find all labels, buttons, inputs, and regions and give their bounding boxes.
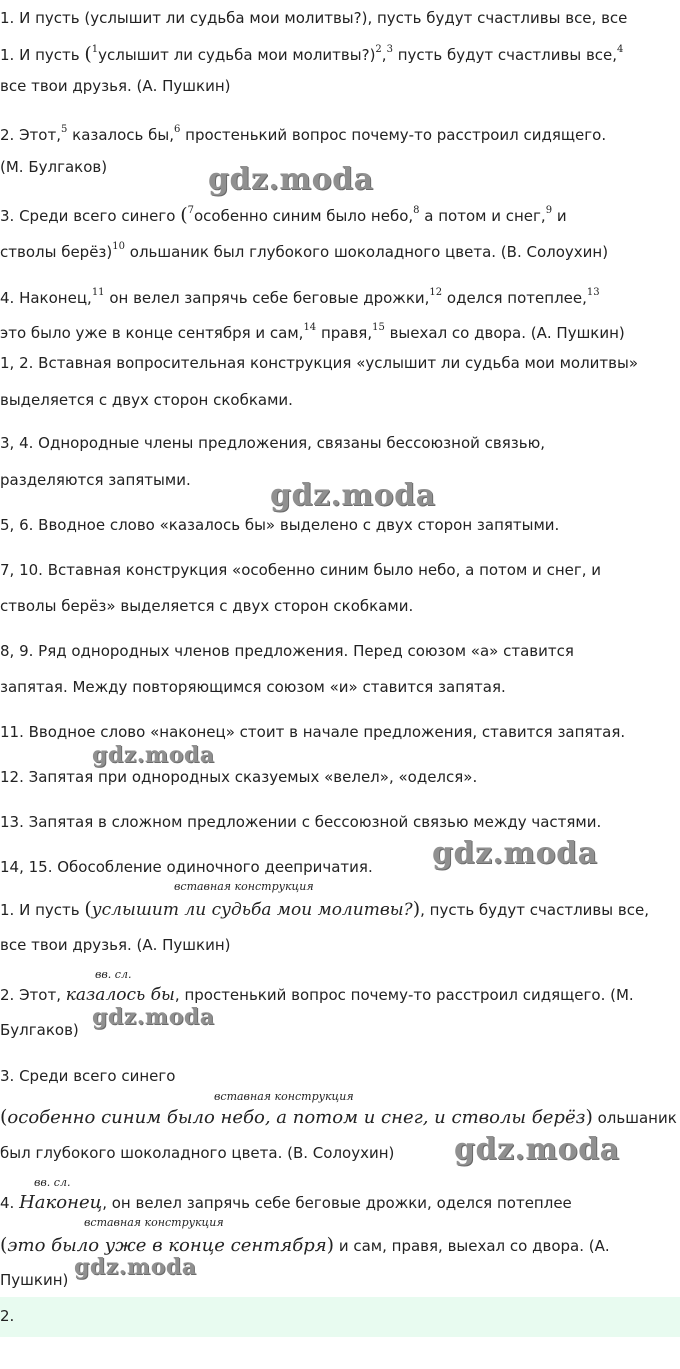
analysis-sentence-3-cont [0, 1107, 677, 1128]
next-task-bar[interactable] [0, 1297, 680, 1337]
inserted-construction: услышит ли судьба мои молитвы? [91, 900, 413, 920]
text: 4. [0, 1194, 20, 1212]
explanation-line: 7, 10. Вставная конструкция «особенно синим было небо, а потом и снег, и [0, 561, 602, 579]
explanation-line: 13. Запятая в сложном предложении с бессоюзной связью между частями. [0, 813, 602, 831]
marker-1: 1 [91, 44, 99, 55]
marker-6: 6 [174, 124, 181, 135]
text: он велел запрячь себе беговые дрожки, [104, 289, 430, 307]
watermark-logo: gdz.moda [270, 478, 436, 513]
marked-sentence-2 [0, 120, 606, 145]
annotation-label: вв. сл. [95, 968, 132, 981]
explanation-line: разделяются запятыми. [0, 471, 191, 489]
text: 1. И пусть [0, 46, 85, 64]
marker-7: 7 [187, 205, 194, 216]
paren: ) [585, 1106, 593, 1128]
annotation-label: вставная конструкция [174, 880, 314, 893]
introductory-word: казалось бы [65, 985, 175, 1005]
explanation-line: 12. Запятая при однородных сказуемых «велел», «оделся». [0, 768, 478, 786]
analysis-sentence-4 [0, 1193, 572, 1213]
inserted-construction: особенно синим было небо, а потом и снег, и стволы берёз [7, 1107, 586, 1128]
text: и [552, 207, 567, 225]
analysis-sentence-1 [0, 899, 649, 920]
text: ольшаник был глубокого шоколадного цвета. (В. Солоухин) [125, 243, 609, 261]
text: стволы берёз) [0, 243, 113, 261]
annotation-label: вставная конструкция [214, 1090, 354, 1103]
marker-2: 2 [375, 44, 382, 55]
explanation-line: выделяется с двух сторон скобками. [0, 391, 293, 409]
text: оделся потеплее, [442, 289, 587, 307]
text: правя, [316, 324, 373, 342]
watermark-logo: gdz.moda [208, 162, 374, 197]
text: простенький вопрос почему-то расстроил сидящего. [180, 126, 607, 144]
text: 1. И пусть [0, 901, 85, 919]
next-task-label: 2. [0, 1307, 15, 1325]
paren: ( [84, 898, 92, 920]
marker-3: 3 [386, 44, 393, 55]
explanation-line: 11. Вводное слово «наконец» стоит в начале предложения, ставится запятая. [0, 723, 626, 741]
marker-8: 8 [413, 205, 420, 216]
analysis-sentence-2-cont: Булгаков) [0, 1021, 79, 1039]
analysis-sentence-4-end: Пушкин) [0, 1271, 69, 1289]
text: 2. Этот, [0, 986, 66, 1004]
marker-14: 14 [303, 322, 317, 333]
marker-4: 4 [617, 44, 624, 55]
text: пусть будут счастливы все, [392, 46, 618, 64]
text: особенно синим было небо, [194, 207, 414, 225]
marker-13: 13 [586, 287, 600, 298]
text: а потом и снег, [419, 207, 546, 225]
watermark-logo: gdz.moda [432, 836, 598, 871]
text: услышит ли судьба мои молитвы?) [98, 46, 376, 64]
analysis-sentence-4-cont [0, 1235, 610, 1256]
paren: ) [412, 898, 421, 920]
marked-sentence-2-cont: (М. Булгаков) [0, 158, 108, 176]
paren: ( [84, 43, 92, 65]
explanation-line: 8, 9. Ряд однородных членов предложения. Перед союзом «а» ставится [0, 642, 574, 660]
analysis-sentence-1-cont: все твои друзья. (А. Пушкин) [0, 936, 231, 954]
text: 3. Среди всего синего [0, 207, 181, 225]
text: 4. Наконец, [0, 289, 92, 307]
paren: ( [0, 1234, 8, 1256]
text: , пусть будут счастливы все, [420, 901, 649, 919]
marker-15: 15 [372, 322, 385, 333]
marker-12: 12 [429, 287, 443, 298]
marked-sentence-3-cont [0, 237, 608, 262]
annotation-label: вв. сл. [34, 1176, 71, 1189]
marker-11: 11 [91, 287, 105, 298]
annotation-label: вставная конструкция [84, 1216, 224, 1229]
explanation-line: 5, 6. Вводное слово «казалось бы» выделено с двух сторон запятыми. [0, 516, 560, 534]
marked-sentence-1-cont: все твои друзья. (А. Пушкин) [0, 77, 231, 95]
task-text: 1. И пусть (услышит ли судьба мои молитвы?), пусть будут счастливы все, все [0, 9, 628, 27]
text: выехал со двора. (А. Пушкин) [384, 324, 625, 342]
inserted-construction: это было уже в конце сентября [7, 1235, 327, 1256]
explanation-line: 1, 2. Вставная вопросительная конструкция «услышит ли судьба мои молитвы» [0, 354, 638, 372]
text: , [381, 46, 387, 64]
explanation-line: запятая. Между повторяющимся союзом «и» ставится запятая. [0, 678, 506, 696]
analysis-sentence-3-end: был глубокого шоколадного цвета. (В. Солоухин) [0, 1144, 395, 1162]
paren: ( [0, 1106, 8, 1128]
marked-sentence-4-cont [0, 318, 625, 343]
text: ольшаник [592, 1109, 677, 1127]
text: это было уже в конце сентября и сам, [0, 324, 304, 342]
analysis-sentence-3: 3. Среди всего синего [0, 1067, 176, 1085]
analysis-sentence-2 [0, 985, 634, 1005]
text: казалось бы, [67, 126, 175, 144]
text: , простенький вопрос почему-то расстроил сидящего. (М. [174, 986, 634, 1004]
marked-sentence-4 [0, 283, 600, 308]
watermark-logo: gdz.moda [454, 1132, 620, 1167]
watermark-logo: gdz.moda [92, 742, 215, 768]
paren: ( [180, 204, 188, 226]
paren: ) [326, 1234, 335, 1256]
explanation-line: стволы берёз» выделяется с двух сторон скобками. [0, 597, 414, 615]
text: 2. Этот, [0, 126, 61, 144]
introductory-word: Наконец [19, 1192, 103, 1213]
marker-9: 9 [545, 205, 553, 216]
marker-5: 5 [60, 124, 68, 135]
watermark-logo: gdz.moda [74, 1254, 197, 1280]
marked-sentence-3 [0, 201, 567, 226]
text: , он велел запрячь себе беговые дрожки, оделся потеплее [102, 1194, 572, 1212]
marked-sentence-1 [0, 40, 623, 65]
watermark-logo: gdz.moda [92, 1004, 215, 1030]
text: и сам, правя, выехал со двора. (А. [334, 1237, 610, 1255]
explanation-line: 3, 4. Однородные члены предложения, связаны бессоюзной связью, [0, 434, 545, 452]
marker-10: 10 [112, 241, 125, 252]
explanation-line: 14, 15. Обособление одиночного деепричатия. [0, 858, 373, 876]
